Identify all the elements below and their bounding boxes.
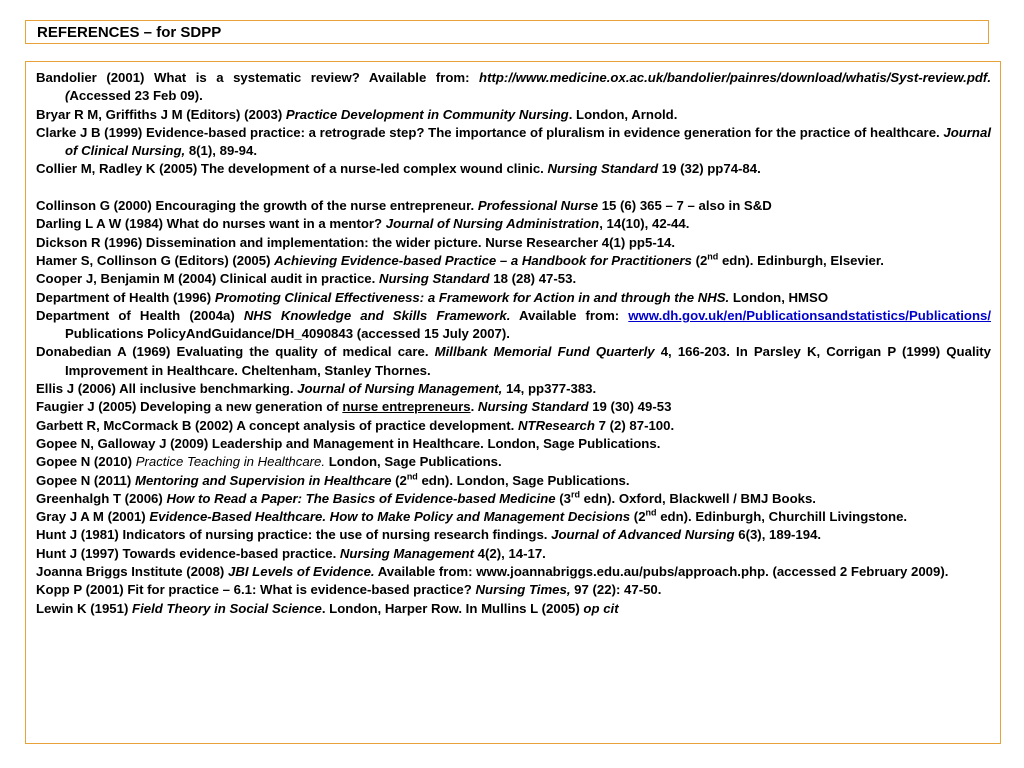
reference-ellis-2006 bbox=[36, 380, 991, 398]
italic-title: NHS Knowledge and Skills Framework. bbox=[243, 307, 511, 323]
italic-title: Evidence-Based Healthcare. How to Make Policy and Management Decisions bbox=[149, 509, 631, 525]
reference-greenhalgh-2006 bbox=[36, 490, 991, 508]
reference-gopee-galloway-2009 bbox=[36, 435, 991, 453]
reference-text: (2 bbox=[691, 252, 708, 268]
reference-hunt-1997 bbox=[36, 545, 991, 563]
reference-text: Cooper J, Benjamin M (2004) Clinical audit in practice. bbox=[36, 271, 379, 287]
reference-hamer-collinson-2005 bbox=[36, 252, 991, 270]
reference-text: Available from: www.joannabriggs.edu.au/pubs/approach.php. (accessed 2 February 2009). bbox=[374, 564, 949, 580]
italic-title: Nursing Standard bbox=[477, 399, 589, 415]
superscript: rd bbox=[571, 489, 580, 500]
references-box bbox=[25, 61, 1001, 744]
reference-text: Available from: bbox=[510, 307, 629, 323]
reference-garbett-mccormack-2002 bbox=[36, 417, 991, 435]
reference-text: Hamer S, Collinson G (Editors) (2005) bbox=[36, 252, 275, 268]
reference-text: Bryar R M, Griffiths J M (Editors) (2003) bbox=[36, 106, 286, 122]
reference-hunt-1981 bbox=[36, 526, 991, 544]
italic-title: Practice Development in Community Nursing bbox=[285, 106, 569, 122]
references-list bbox=[36, 69, 991, 618]
reference-doh-1996 bbox=[36, 289, 991, 307]
reference-text: . London, Arnold. bbox=[568, 106, 678, 122]
reference-text: Ellis J (2006) All inclusive benchmarking. bbox=[36, 381, 298, 397]
italic-title: Millbank Memorial Fund Quarterly bbox=[434, 344, 655, 360]
reference-text: Hunt J (1997) Towards evidence-based practice. bbox=[36, 545, 340, 561]
reference-text: Clarke J B (1999) Evidence-based practice: a retrograde step? The importance of pluralism in evidence generation for the practice of healthcare. bbox=[36, 124, 944, 140]
italic-title: Promoting Clinical Effectiveness: a Framework for Action in and through the NHS. bbox=[214, 289, 730, 305]
italic-title: Journal of Nursing Management, bbox=[297, 381, 503, 397]
superscript: nd bbox=[707, 251, 719, 262]
reference-link[interactable]: www.dh.gov.uk/en/Publicationsandstatistics/Publications/ bbox=[628, 307, 992, 323]
reference-text: Collinson G (2000) Encouraging the growth of the nurse entrepreneur. bbox=[36, 198, 478, 214]
reference-text: Department of Health (2004a) bbox=[36, 307, 244, 323]
reference-text: 14, pp377-383. bbox=[502, 381, 597, 397]
italic-title: How to Read a Paper: The Basics of Evidence-based Medicine bbox=[166, 490, 556, 506]
reference-text: edn). Edinburgh, Churchill Livingstone. bbox=[656, 509, 908, 525]
reference-text: (2 bbox=[630, 509, 646, 525]
reference-text: Kopp P (2001) Fit for practice – 6.1: What is evidence-based practice? bbox=[36, 582, 476, 598]
page-title: REFERENCES – for SDPP bbox=[37, 24, 222, 41]
italic-title: Nursing Management bbox=[339, 545, 474, 561]
superscript: nd bbox=[645, 507, 657, 518]
italic-title: http://www.medicine.ox.ac.uk/bandolier/painres/download/whatis/Syst-review.pdf. ( bbox=[65, 70, 991, 104]
reference-text: Gopee N, Galloway J (2009) Leadership and Management in Healthcare. London, Sage Publications. bbox=[36, 435, 661, 451]
reference-text: London, Sage Publications. bbox=[325, 454, 502, 470]
italic-title: Practice Teaching in Healthcare. bbox=[135, 454, 326, 470]
reference-text: Department of Health (1996) bbox=[36, 289, 215, 305]
reference-text: Gopee N (2010) bbox=[36, 454, 136, 470]
reference-collier-radley-2005 bbox=[36, 160, 991, 178]
italic-title: Mentoring and Supervision in Healthcare bbox=[134, 472, 392, 488]
italic-title: op cit bbox=[583, 600, 619, 616]
italic-title: Journal of Clinical Nursing, bbox=[65, 124, 991, 159]
italic-title: NTResearch bbox=[517, 417, 595, 433]
reference-text: . bbox=[470, 399, 478, 415]
reference-text: Hunt J (1981) Indicators of nursing practice: the use of nursing research findings. bbox=[36, 527, 552, 543]
reference-text: 4(2), 14-17. bbox=[474, 545, 546, 561]
reference-text: 15 (6) 365 – 7 – also in S&D bbox=[598, 198, 772, 214]
reference-bryar-griffiths-2003 bbox=[36, 106, 991, 124]
reference-text: Faugier J (2005) Developing a new generation of bbox=[36, 399, 343, 415]
reference-text: Gopee N (2011) bbox=[36, 472, 135, 488]
reference-donabedian-1969 bbox=[36, 343, 991, 380]
reference-text: Lewin K (1951) bbox=[36, 600, 133, 616]
reference-text: . London, Harper Row. In Mullins L (2005) bbox=[321, 600, 584, 616]
reference-text: 6(3), 189-194. bbox=[734, 527, 822, 543]
italic-title: Journal of Advanced Nursing bbox=[551, 527, 735, 543]
reference-text: 19 (32) pp74-84. bbox=[658, 161, 761, 177]
reference-cooper-benjamin-2004 bbox=[36, 270, 991, 288]
italic-title: Professional Nurse bbox=[477, 198, 599, 214]
italic-title: Achieving Evidence-based Practice – a Handbook for Practitioners bbox=[274, 252, 692, 268]
reference-text: Joanna Briggs Institute (2008) bbox=[36, 564, 228, 580]
reference-text: (2 bbox=[391, 472, 407, 488]
reference-text: Darling L A W (1984) What do nurses want in a mentor? bbox=[36, 216, 386, 232]
reference-text: edn). London, Sage Publications. bbox=[417, 472, 630, 488]
reference-lewin-1951 bbox=[36, 600, 991, 618]
reference-text: edn). Edinburgh, Elsevier. bbox=[718, 252, 884, 268]
reference-text: London, HMSO bbox=[729, 289, 829, 305]
reference-gopee-2011 bbox=[36, 472, 991, 490]
italic-title: Journal of Nursing Administration bbox=[385, 216, 600, 232]
reference-bandolier-2001 bbox=[36, 69, 991, 106]
reference-text: 18 (28) 47-53. bbox=[489, 271, 577, 287]
reference-text: (3 bbox=[555, 490, 571, 506]
reference-text: 97 (22): 47-50. bbox=[570, 582, 662, 598]
reference-text: 19 (30) 49-53 bbox=[588, 399, 672, 415]
reference-text: Garbett R, McCormack B (2002) A concept analysis of practice development. bbox=[36, 417, 518, 433]
italic-title: Nursing Standard bbox=[547, 161, 659, 177]
underlined-text: nurse entrepreneurs bbox=[342, 399, 471, 415]
italic-title: Nursing Times, bbox=[475, 582, 571, 598]
reference-text: 8(1), 89-94. bbox=[185, 143, 258, 159]
reference-text: Greenhalgh T (2006) bbox=[36, 490, 167, 506]
reference-text: , 14(10), 42-44. bbox=[599, 216, 690, 232]
title-box bbox=[25, 20, 989, 44]
reference-clarke-1999 bbox=[36, 124, 991, 161]
reference-text: Collier M, Radley K (2005) The development of a nurse-led complex wound clinic. bbox=[36, 161, 548, 177]
reference-text: Dickson R (1996) Dissemination and implementation: the wider picture. Nurse Researcher 4(1) pp5-14. bbox=[36, 234, 676, 250]
reference-collinson-2000 bbox=[36, 197, 991, 215]
reference-text: Publications PolicyAndGuidance/DH_4090843 (accessed 15 July 2007). bbox=[65, 326, 510, 342]
reference-text: edn). Oxford, Blackwell / BMJ Books. bbox=[580, 490, 816, 506]
reference-text: 7 (2) 87-100. bbox=[594, 417, 675, 433]
superscript: nd bbox=[406, 471, 418, 482]
reference-doh-2004a bbox=[36, 307, 991, 344]
reference-joanna-briggs-2008 bbox=[36, 563, 991, 581]
reference-text: Gray J A M (2001) bbox=[36, 509, 150, 525]
reference-gray-2001 bbox=[36, 508, 991, 526]
reference-gopee-2010 bbox=[36, 453, 991, 471]
reference-text: Donabedian A (1969) Evaluating the quality of medical care. bbox=[36, 344, 435, 360]
italic-title: JBI Levels of Evidence. bbox=[228, 564, 375, 580]
reference-text: Bandolier (2001) What is a systematic review? Available from: bbox=[36, 70, 480, 85]
italic-title: Field Theory in Social Science bbox=[132, 600, 322, 616]
reference-kopp-2001 bbox=[36, 581, 991, 599]
reference-darling-1984 bbox=[36, 215, 991, 233]
reference-dickson-1996 bbox=[36, 234, 991, 252]
reference-faugier-2005 bbox=[36, 398, 991, 416]
italic-title: Nursing Standard bbox=[378, 271, 490, 287]
reference-text: 4, 166-203. In Parsley K, Corrigan P (1999) Quality Improvement in Healthcare. Cheltenham, Stanley Thornes. bbox=[65, 344, 991, 378]
reference-text: Accessed 23 Feb 09). bbox=[69, 88, 203, 104]
